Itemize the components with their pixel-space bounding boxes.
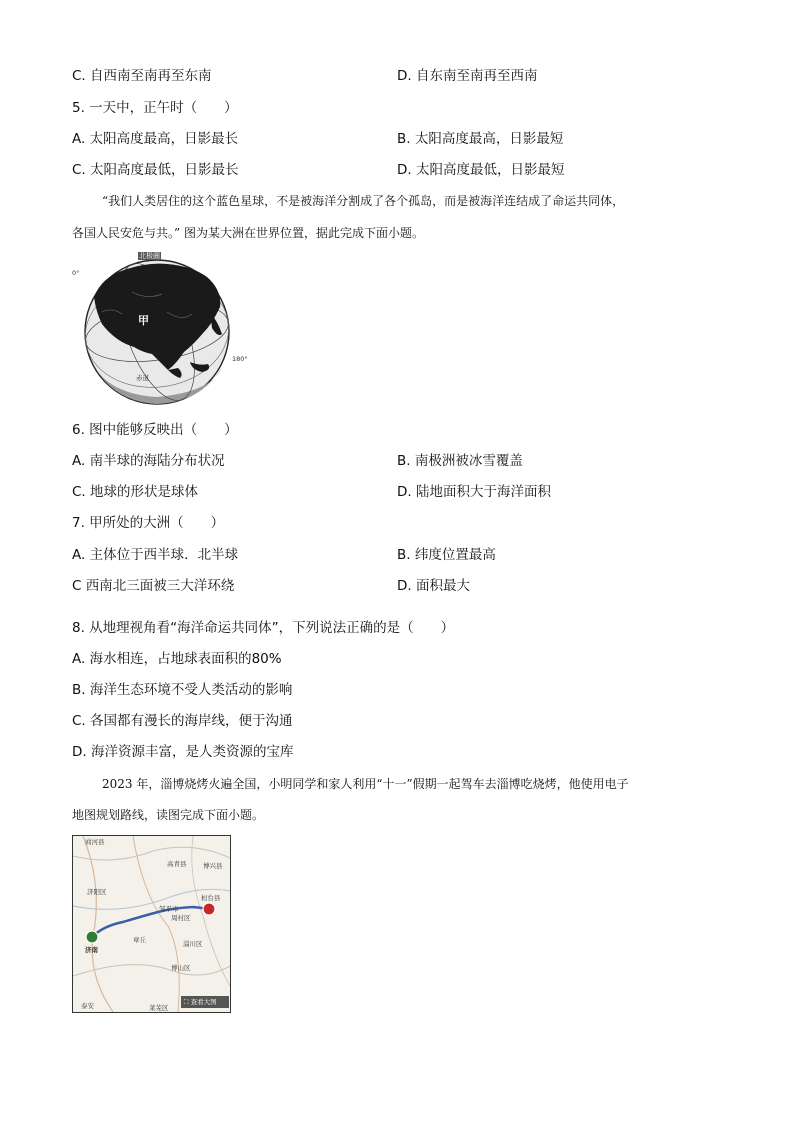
passage1-line2: 各国人民安危与共。” 图为某大洲在世界位置，据此完成下面小题。 xyxy=(72,226,424,240)
map-label-laiwu: 莱芜区 xyxy=(149,1004,169,1012)
q7-option-a: A. 主体位于西半球．北半球 xyxy=(72,547,239,563)
q8-option-a: A. 海水相连，占地球表面积的80% xyxy=(72,651,282,667)
q8-option-b: B. 海洋生态环境不受人类活动的影响 xyxy=(72,682,293,698)
q6-option-a: A. 南半球的海陆分布状况 xyxy=(72,453,225,469)
map-label-huantai: 桓台县 xyxy=(201,894,221,902)
q5-option-b: B. 太阳高度最高，日影最短 xyxy=(397,131,564,147)
q6-option-d: D. 陆地面积大于海洋面积 xyxy=(397,484,551,500)
q6-stem: 6. 图中能够反映出（ ） xyxy=(72,422,238,438)
map-label-boshan: 博山区 xyxy=(171,964,191,972)
map-label-zichuan: 淄川区 xyxy=(183,940,203,948)
arctic-circle-label: 北极圈 xyxy=(139,252,160,260)
q7-stem: 7. 甲所处的大洲（ ） xyxy=(72,515,225,531)
passage1-line1: “我们人类居住的这个蓝色星球，不是被海洋分割成了各个孤岛，而是被海洋连结成了命运共同体， xyxy=(102,194,625,208)
q5-stem: 5. 一天中，正午时（ ） xyxy=(72,100,238,116)
passage2-line2: 地图规划路线，读图完成下面小题。 xyxy=(72,808,265,822)
q5-option-a: A. 太阳高度最高，日影最长 xyxy=(72,131,239,147)
q7-option-b: B. 纬度位置最高 xyxy=(397,547,496,563)
equator-label: 赤道 xyxy=(136,374,149,382)
map-label-boxing: 博兴县 xyxy=(203,862,223,870)
q6-option-b: B. 南极洲被冰雪覆盖 xyxy=(397,453,523,469)
q8-stem: 8. 从地理视角看“海洋命运共同体”，下列说法正确的是（ ） xyxy=(72,620,455,636)
q4-option-d: D. 自东南至南再至西南 xyxy=(397,68,538,84)
map-label-zouping: 邹平市 xyxy=(159,905,179,913)
q5-option-c: C. 太阳高度最低，日影最长 xyxy=(72,162,239,178)
q4-option-c: C. 自西南至南再至东南 xyxy=(72,68,212,84)
q6-option-c: C. 地球的形状是球体 xyxy=(72,484,199,500)
globe-figure xyxy=(72,252,252,414)
view-large-map-button[interactable]: ⛶ 查看大图 xyxy=(184,998,217,1006)
q5-option-d: D. 太阳高度最低，日影最短 xyxy=(397,162,565,178)
map-label-zhangqiu: 章丘 xyxy=(133,936,146,944)
q7-option-c: C 西南北三面被三大洋环绕 xyxy=(72,578,235,594)
map-label-jinan: 济南 xyxy=(85,946,98,954)
map-label-taian: 泰安 xyxy=(81,1002,94,1010)
q8-option-d: D. 海洋资源丰富，是人类资源的宝库 xyxy=(72,744,294,760)
degree-180-label: 180° xyxy=(232,355,248,363)
zero-degree-label: 0° xyxy=(72,269,80,277)
q7-option-d: D. 面积最大 xyxy=(397,578,470,594)
jia-label: 甲 xyxy=(138,314,149,327)
map-label-gaoqing: 高青县 xyxy=(167,860,187,868)
route-map xyxy=(72,835,231,1013)
map-label-jiyang: 济阳区 xyxy=(87,888,107,896)
map-label-zhoucun: 周村区 xyxy=(171,914,191,922)
passage2-line1: 2023 年，淄博烧烤火遍全国，小明同学和家人利用“十一”假期一起驾车去淄博吃烧烤，他使用电子 xyxy=(102,777,629,791)
q8-option-c: C. 各国都有漫长的海岸线，便于沟通 xyxy=(72,713,293,729)
map-label-shanghe: 商河县 xyxy=(85,838,105,846)
